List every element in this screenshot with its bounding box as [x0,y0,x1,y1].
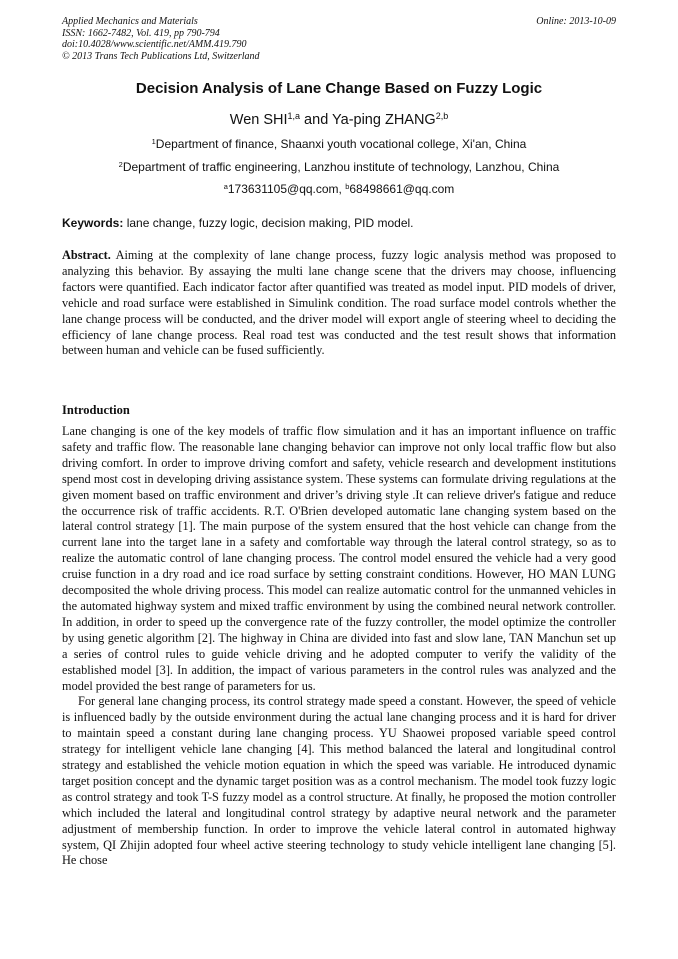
abstract-text: Aiming at the complexity of lane change process, fuzzy logic analysis method was proposed to analyzing this behavior. By assaying the multi lane change scene that the drivers may choose, influencing factors were quantified. Each indicator factor after quantified was treated as model input. PID models of driver, vehicle and road surface were established in Simulink condition. The road surface model controls whether the lane change process will be conducted, and the driver model will export angle of steering wheel to deciding the efficiency of lane change process. Real road test was conducted and the test result shows that information between human and vehicle can be fused sufficiently. [62,248,616,358]
email-a-mark: a [223,181,228,191]
author-2-affil-mark: 2,b [435,111,449,122]
email-line [62,182,616,197]
issn-line: ISSN: 1662-7482, Vol. 419, pp 790-794 [62,27,220,39]
keywords [62,216,616,231]
keywords-label: Keywords: [62,216,124,230]
affiliation-1 [62,137,616,152]
author-line [62,111,616,129]
affiliation-2-text: Department of traffic engineering, Lanzhou institute of technology, Lanzhou, China [122,160,560,174]
keywords-text: lane change, fuzzy logic, decision making, PID model. [123,216,414,230]
author-connector: and [300,112,333,128]
journal-header [62,16,616,62]
introduction-body [62,424,616,869]
email-a: 173631105@qq.com, [227,182,346,196]
email-b: 68498661@qq.com [349,182,455,196]
author-2: Ya-ping ZHANG [332,112,436,128]
online-date: Online: 2013-10-09 [536,16,616,27]
copyright-line: © 2013 Trans Tech Publications Ltd, Switzerland [62,50,260,62]
intro-paragraph-1: Lane changing is one of the key models of traffic flow simulation and it has an important influence on traffic safety and traffic flow. The reasonable lane changing behavior can improve not only local traffic flow but also driving comfort. In order to improve driving comfort and safety, vehicle research and development institutions spend most cost in developing driving assistance system. These systems can formulate driving regulations at the given moment based on traffic environment and driver’s driving style .It can relieve driver's fatigue and reduce the occurrence risk of traffic accidents. R.T. O'Brien developed automatic lane changing system based on the lateral control strategy [1]. The main purpose of the system ensured that the host vehicle can change from the current lane into the target lane in a safety and comfortable way through the lateral control strategy, so as to realize the automatic control of lane changing process. The control model ensured the vehicle had a very good cruise function in a dry road and ice road surface by setting constraint conditions. However, HO MAN LUNG decomposited the whole driving process. This model can realize automatic control for the unmanned vehicles in the automated highway system and mixed traffic environment by using the combined neural network controller. In addition, in order to speed up the convergence rate of the fuzzy controller, the model optimize the controller by using genetic algorithm [2]. The highway in China are divided into fast and slow lane, TAN Manchun set up a series of control rules to guide vehicle driving and he adopted computer to verify the validity of the established model [3]. In addition, the impact of various parameters in the control rules was analyzed and the model provided the best range of parameters for us. [62,424,616,693]
doi-line: doi:10.4028/www.scientific.net/AMM.419.790 [62,39,247,50]
journal-name: Applied Mechanics and Materials [62,16,198,27]
affiliation-2-mark: 2 [118,159,123,169]
paper-title: Decision Analysis of Lane Change Based on Fuzzy Logic [135,80,543,97]
affiliation-1-text: Department of finance, Shaanxi youth vocational college, Xi'an, China [155,137,527,151]
author-1-affil-mark: 1,a [287,111,301,122]
affiliation-2 [62,160,616,175]
email-b-mark: b [345,181,350,191]
affiliation-1-mark: 1 [151,136,156,146]
author-1: Wen SHI [229,112,288,128]
abstract-label: Abstract. [62,248,111,262]
section-heading-introduction: Introduction [62,403,130,417]
intro-paragraph-2: For general lane changing process, its control strategy made speed a constant. However, the speed of vehicle is influenced badly by the outside environment during the actual lane changing process and it is hard for driver to maintain speed a constant during lane changing process. YU Shaowei proposed variable speed control strategy for intelligent vehicle lane changing [4]. This method balanced the lateral and longitudinal control strategy and established the vehicle motion equation in which the speed was variable. He introduced dynamic target position concept and the dynamic target position was as a control mechanism. The model took fuzzy logic as control strategy and took T-S fuzzy model as a control structure. At finally, he proposed the motion controller which included the lateral and longitudinal control strategy by adaptive neural network and the parameter adjustment of membership function. In order to improve the vehicle lateral control in automated highway system, QI Zhijin adopted four wheel active steering technology to study vehicle intelligent lane changing [5]. He chose [62,694,616,868]
abstract [62,248,616,359]
